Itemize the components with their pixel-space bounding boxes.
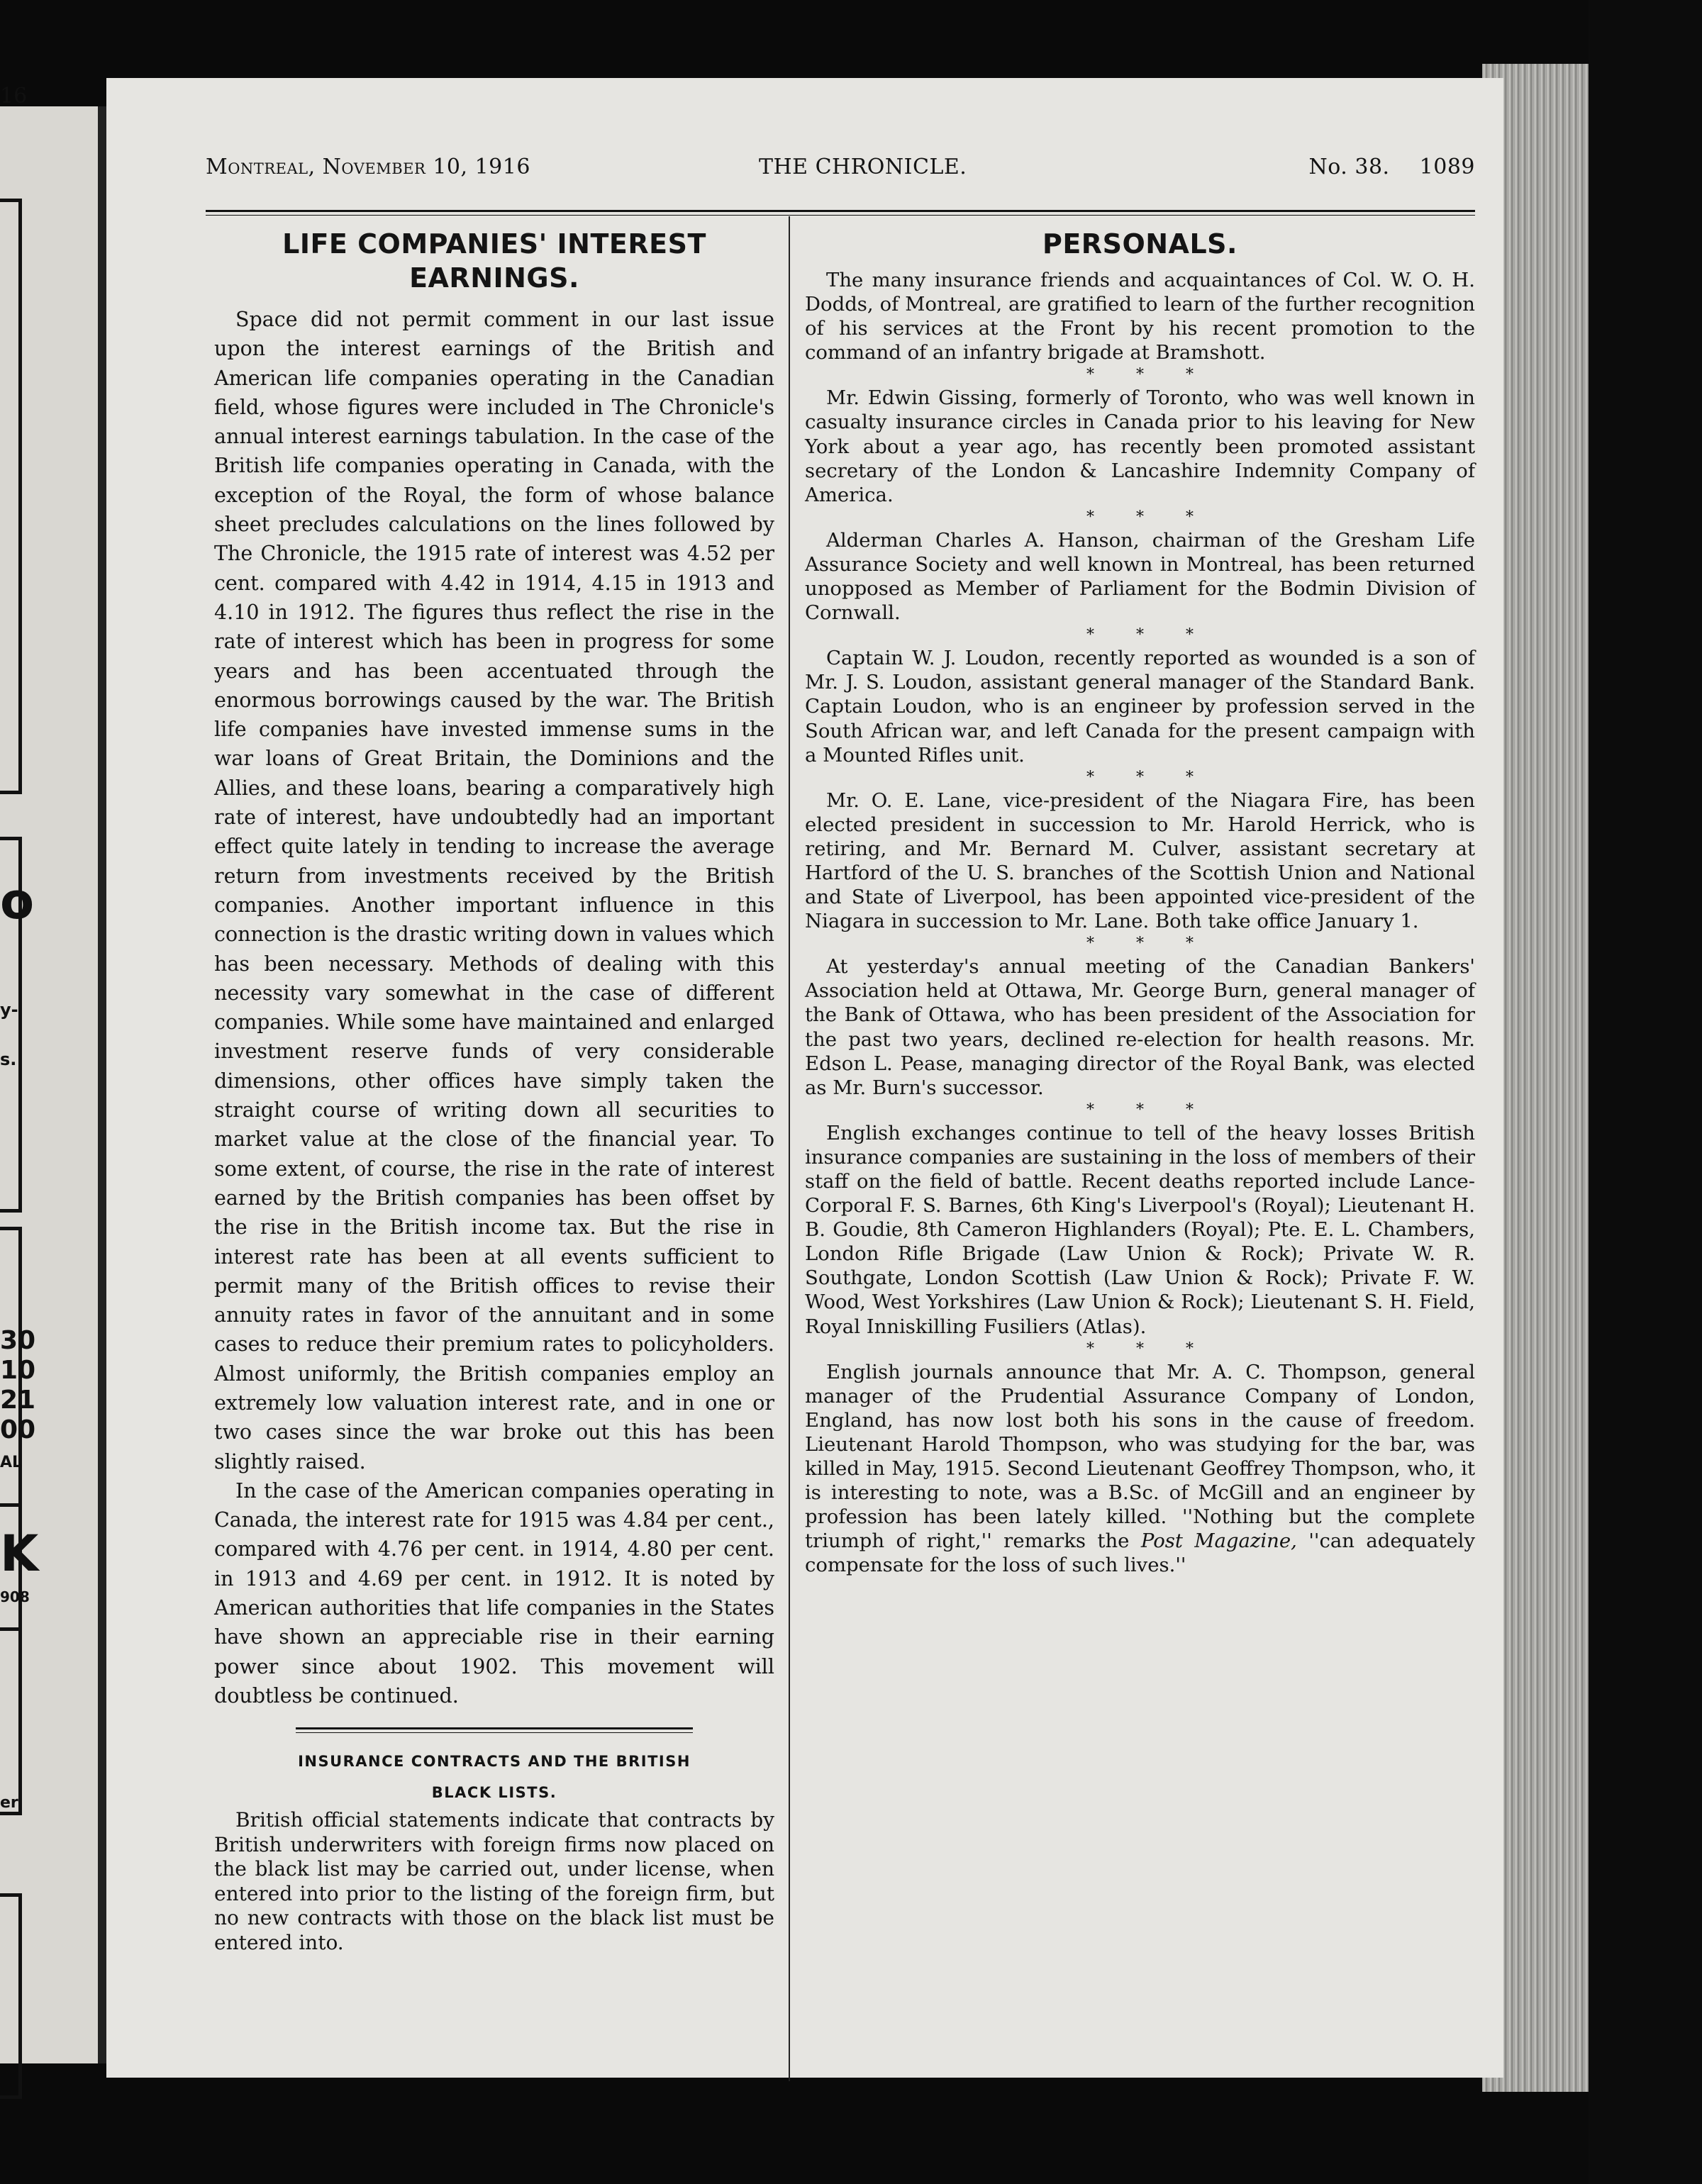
paragraph: Space did not permit comment in our last issue upon the interest earnings of the British and American life companies operating in the Canadian field, whose figures were included in The Chronicle's annual interest earnings tabulation. In the case of the British life companies operating in Canada, with the exception of the Royal, the form of whose balance sheet precludes calculations on the lines followed by The Chronicle, the 1915 rate of interest was 4.52 per cent. compared with 4.42 in 1914, 4.15 in 1913 and 4.10 in 1912. The figures thus reflect the rise in the rate of interest which has been in progress for some years and has been accentuated through the enormous borrowings caused by the war. The British life companies have invested immense sums in the war loans of Great Britain, the Dominions and the Allies, and these loans, bearing a comparatively high rate of interest, have undoubtedly had an important effect quite lately in tending to increase the average return from investments received by the British companies. Another important influence in this connection is the drastic writing down in values which has been necessary. Methods of dealing with this necessity vary somewhat in the case of different companies. While some have maintained and enlarged investment reserve funds of very considerable dimensions, other offices have simply taken the straight course of writing down all securities to market value at the close of the financial year. To some extent, of course, the rise in the rate of interest earned by the British companies has been offset by the rise in the British income tax. But the rise in interest rate has been at all events sufficient to permit many of the British offices to revise their annuity rates in favor of the annuitant and in some cases to reduce their premium rates to policyholders. Almost uniformly, the British companies employ an extremely low valuation interest rate, and in one or two cases since the war broke out this has been slightly raised. (214, 308, 774, 1473)
item-text: ''can adequately compensate for the loss of such lives.'' (805, 1530, 1475, 1577)
headline-line: EARNINGS. (409, 262, 579, 294)
personal-item: English exchanges continue to tell of the heavy losses British insurance companies are sustaining in the loss of members of their staff on the field of battle. Recent deaths reported include Lance-Corporal F. S. Barnes, 6th King's Liverpool's (Royal); Lieutenant H. B. Goudie, 8th Cameron Highlanders (Royal); Pte. E. L. Chambers, London Rifle Brigade (Law Union & Rock); Private W. R. Southgate, London Scottish (Law Union & Rock); Private F. W. Wood, West Yorkshires (Law Union & Rock); Lieutenant S. H. Field, Royal Inniskilling Fusiliers (Atlas). (805, 1121, 1475, 1338)
facing-page-fragment: 00 (0, 1415, 36, 1444)
section-headline: PERSONALS. (1042, 228, 1237, 260)
personals-body (805, 268, 1475, 1578)
item-separator: * * * (1086, 626, 1212, 645)
item-text: English journals announce that Mr. A. C. Thompson, general manager of the Prudential Assurance Company of London, England, has now lost both his sons in the cause of freedom. Lieutenant Harold Thompson, who was studying for the bar, was killed in May, 1915. Second Lieutenant Geoffrey Thompson, who, it is interesting to note, was a B.Sc. of McGill and an engineer by profession has been lately killed. ''Nothing but the complete triumph of right,'' remarks the (805, 1360, 1475, 1553)
facing-page-fragment: 30 (0, 1326, 36, 1355)
paragraph: British official statements indicate that contracts by British underwriters with foreign firms now placed on the black list may be carried out, under license, when entered into prior to the listing of the foreign firm, but no new contracts with those on the black list must be entered into. (214, 1808, 774, 1954)
left-column (214, 227, 774, 1955)
personal-item: Mr. O. E. Lane, vice-president of the Niagara Fire, has been elected president in succession to Mr. Harold Herrick, who is retiring, and Mr. Bernard M. Culver, assistant secretary at Hartford of the U. S. branches of the Scottish Union and National and State of Liverpool, has been appointed vice-president of the Niagara in succession to Mr. Lane. Both take office January 1. (805, 789, 1475, 933)
article-headline (214, 227, 774, 295)
item-separator: * * * (1086, 1101, 1212, 1119)
item-separator: * * * (1086, 935, 1212, 953)
article-body (214, 305, 774, 1710)
item-separator: * * * (1086, 1339, 1212, 1358)
page-number: 1089 (1419, 155, 1475, 179)
article-body (214, 1808, 774, 1955)
personal-item (805, 1360, 1475, 1578)
facing-page-fragment: y- (0, 1000, 18, 1020)
headline-line: LIFE COMPANIES' INTEREST (282, 228, 706, 260)
facing-page-fragment: 908 (0, 1588, 30, 1605)
item-separator: * * * (1086, 366, 1212, 384)
dateline: Montreal, November 10, 1916 (206, 155, 530, 179)
book-spine (98, 106, 106, 2063)
personal-item: Captain W. J. Loudon, recently reported as wounded is a son of Mr. J. S. Loudon, assistant general manager of the Standard Bank. Captain Loudon, who is an engineer by profession served in the South African war, and left Canada for the present campaign with a Mounted Rifles unit. (805, 647, 1475, 767)
personal-item: Alderman Charles A. Hanson, chairman of the Gresham Life Assurance Society and well known in Montreal, has been returned unopposed as Member of Parliament for the Bodmin Division of Cornwall. (805, 528, 1475, 625)
item-separator: * * * (1086, 508, 1212, 526)
personal-item: At yesterday's annual meeting of the Canadian Bankers' Association held at Ottawa, Mr. George Burn, general manager of the Bank of Ottawa, who has been president of the Association for the past two years, declined re-election for health reasons. Mr. Edson L. Pease, managing director of the Royal Bank, was elected as Mr. Burn's successor. (805, 955, 1475, 1099)
paragraph: In the case of the American companies operating in Canada, the interest rate for 1915 was 4.84 per cent., compared with 4.76 per cent. in 1914, 4.80 per cent. in 1913 and 4.69 per cent. in 1912. It is noted by American authorities that life companies in the States have shown an appreciable rise in their earning power since about 1902. This movement will doubtless be continued. (214, 1478, 774, 1707)
article-headline (214, 1746, 774, 1808)
facing-page-fragment: K (0, 1525, 39, 1583)
personal-item: The many insurance friends and acquaintances of Col. W. O. H. Dodds, of Montreal, are gratified to learn of the further recognition of his services at the Front by his recent promotion to the command of an infantry brigade at Bramshott. (805, 269, 1475, 364)
issue-and-page (1286, 155, 1475, 179)
facing-page-fragment: s. (0, 1049, 17, 1069)
item-separator: * * * (1086, 768, 1212, 786)
masthead-title: THE CHRONICLE. (759, 155, 967, 179)
headline-line: BLACK LISTS. (431, 1784, 557, 1802)
facing-page-fragment: o (0, 872, 35, 930)
facing-page-number: 16 (0, 84, 28, 108)
background-dark (1589, 0, 1702, 2184)
facing-page-box (0, 199, 22, 794)
facing-page-fragment: AL (0, 1454, 23, 1471)
issue-number: No. 38. (1308, 155, 1390, 179)
facing-page-fragment: 10 (0, 1356, 36, 1385)
running-head (206, 155, 1475, 197)
facing-page-edge (0, 84, 106, 2063)
right-column (805, 227, 1475, 1578)
column-divider (789, 216, 790, 2081)
facing-page-fragment: er (0, 1794, 18, 1812)
newspaper-page (106, 78, 1503, 2078)
headline-line: INSURANCE CONTRACTS AND THE BRITISH (298, 1753, 691, 1771)
publication-name: Post Magazine, (1140, 1530, 1297, 1553)
personal-item: Mr. Edwin Gissing, formerly of Toronto, who was well known in casualty insurance circles in Canada prior to his leaving for New York about a year ago, has recently been promoted assistant secretary of the London & Lancashire Indemnity Company of America. (805, 386, 1475, 506)
facing-page-fragment: 21 (0, 1386, 36, 1415)
header-rule (206, 210, 1475, 216)
section-rule (296, 1727, 693, 1733)
facing-page-box (0, 1893, 22, 2099)
